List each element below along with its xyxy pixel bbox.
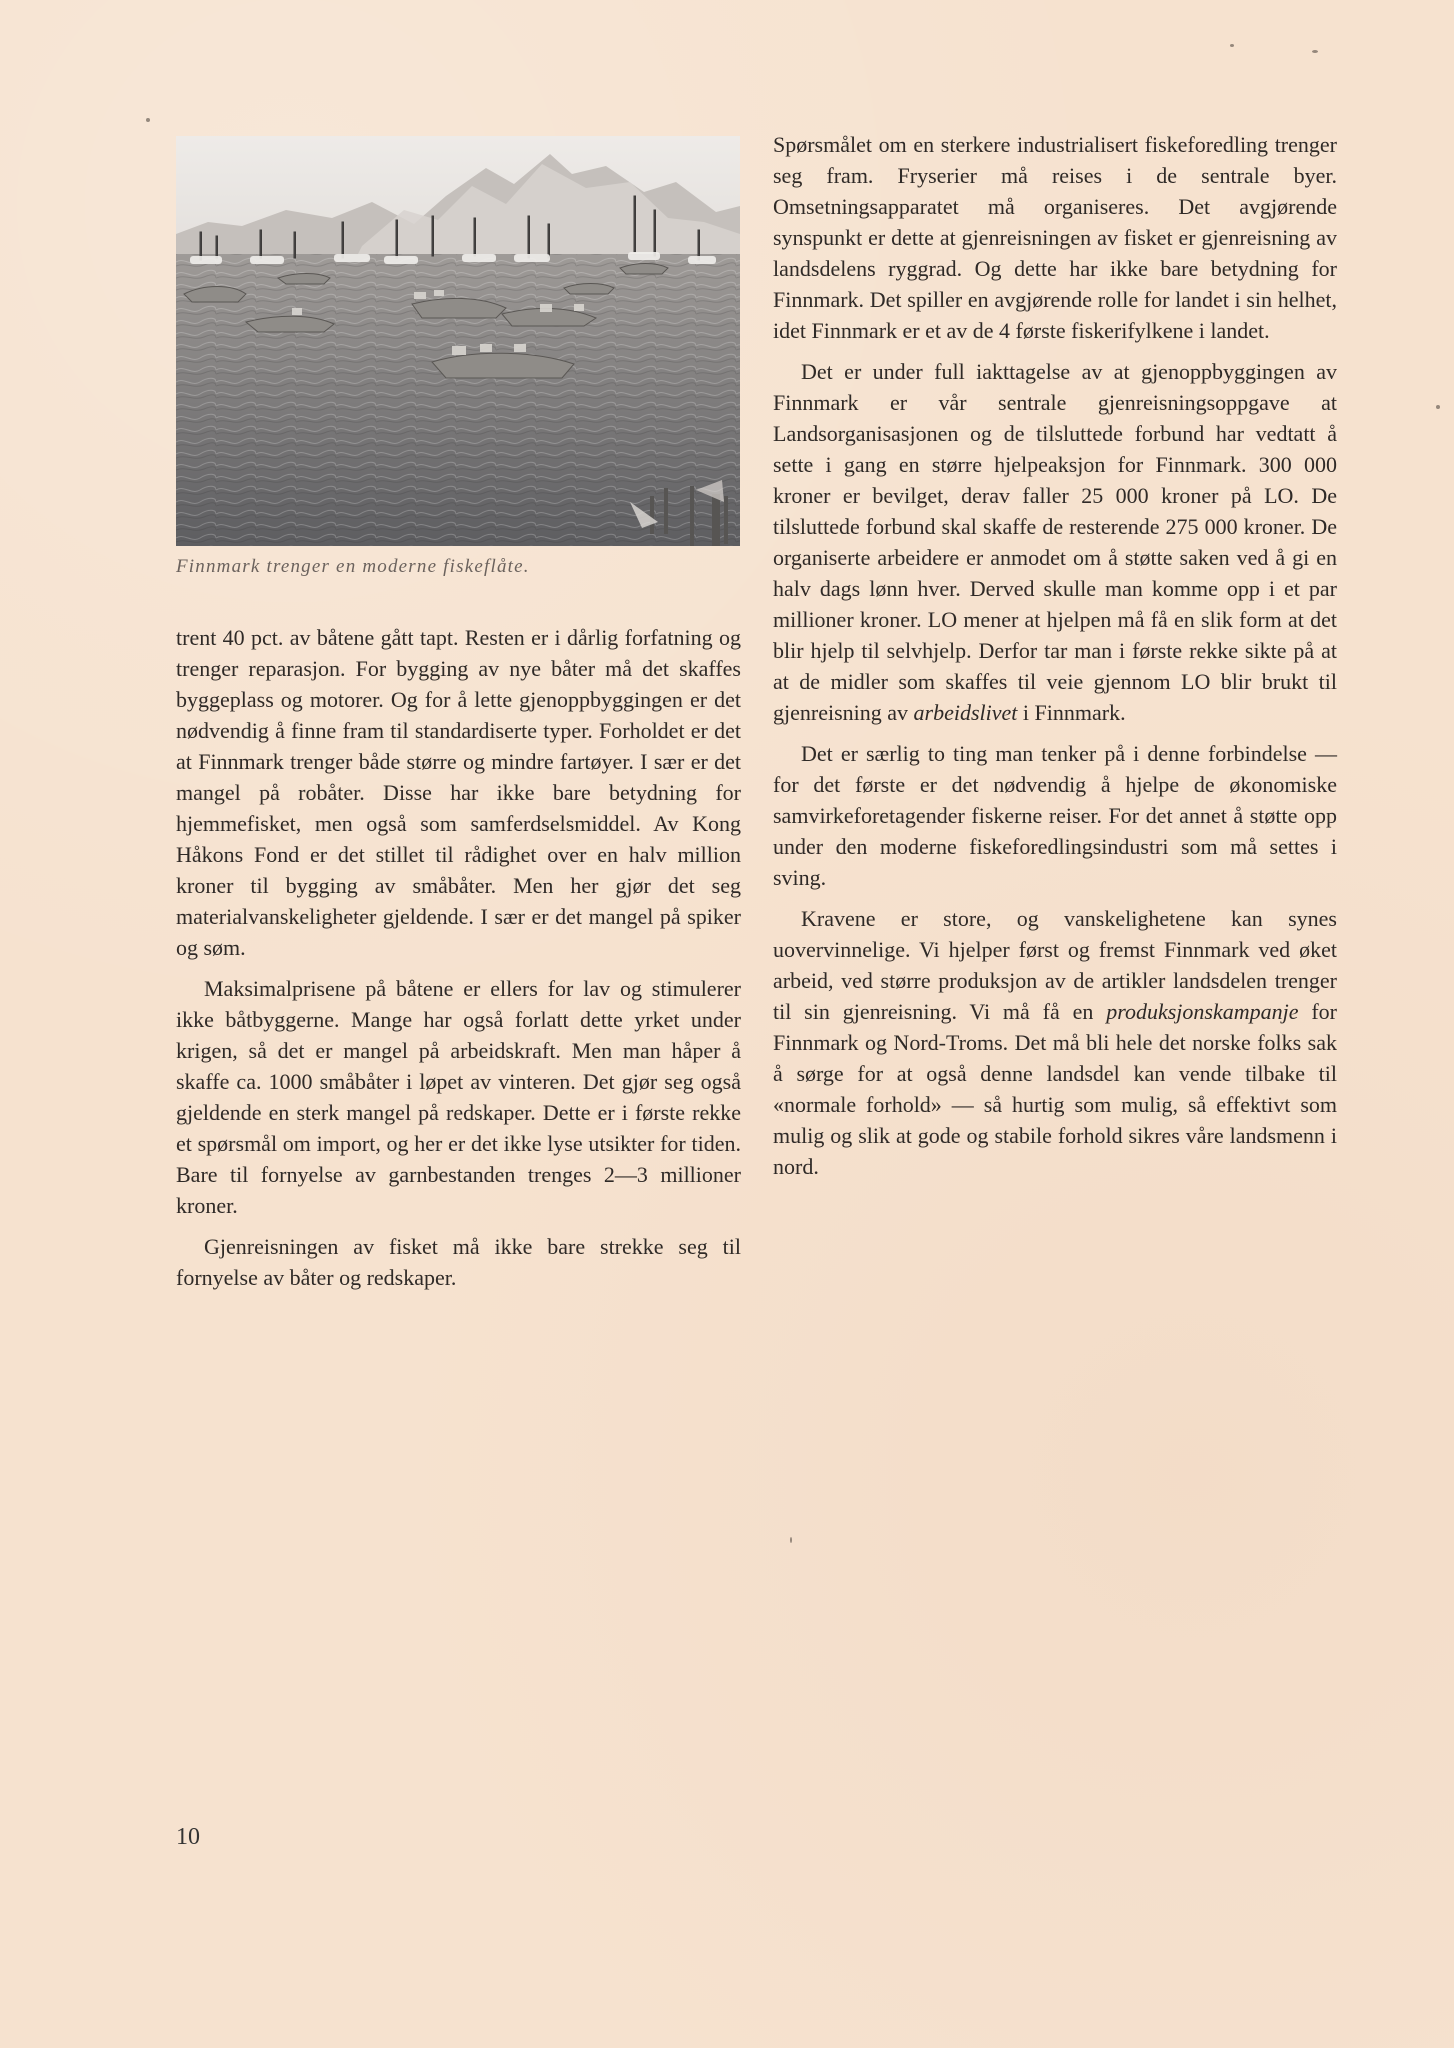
paper-speck bbox=[146, 118, 150, 122]
right-paragraph-2-emphasis: arbeidslivet bbox=[913, 700, 1018, 725]
right-paragraph-4-part-b: for Finnmark og Nord-Troms. Det må bli hele det norske folks sak å sørge for at også denne landsdel kan vende tilbake til «normale forhold» — så hurtig som mulig, så effektivt som mulig og slik at gode og stabile forhold sikres våre landsmenn i nord. bbox=[773, 999, 1337, 1179]
paper-speck bbox=[1312, 50, 1318, 53]
right-paragraph-4-emphasis: produksjonskampanje bbox=[1106, 999, 1299, 1024]
left-paragraph-3: Gjenreisningen av fisket må ikke bare strekke seg til fornyelse av båter og redskaper. bbox=[176, 1234, 741, 1290]
right-article-column bbox=[773, 129, 1337, 1192]
fishing-fleet-photo bbox=[176, 136, 740, 546]
paper-speck bbox=[1230, 44, 1234, 47]
paper-speck bbox=[790, 1537, 792, 1543]
right-paragraph-2 bbox=[773, 356, 1337, 728]
right-paragraph-3: Det er særlig to ting man tenker på i denne forbindelse — for det første er det nødvendig å hjelpe de økonomiske samvirkeforetagender fiskerne reiser. For det annet å støtte opp under den moderne fiskeforedlingsindustri som må settes i sving. bbox=[773, 741, 1337, 890]
right-paragraph-2-part-b: i Finnmark. bbox=[1017, 700, 1126, 725]
right-paragraph-4 bbox=[773, 903, 1337, 1182]
left-paragraph-2: Maksimalprisene på båtene er ellers for lav og stimulerer ikke båtbyggerne. Mange har også forlatt dette yrket under krigen, så det er mangel på arbeidskraft. Men man håper å skaffe ca. 1000 småbåter i løpet av vinteren. Det gjør seg også gjeldende en sterk mangel på redskaper. Dette er i første rekke et spørsmål om import, og her er det ikke lyse utsikter for tiden. Bare til fornyelse av garnbestanden trenges 2—3 millioner kroner. bbox=[176, 976, 741, 1218]
left-article-column bbox=[176, 622, 741, 1303]
right-paragraph-1: Spørsmålet om en sterkere industrialisert fiskeforedling trenger seg fram. Fryserier må reises i de sentrale byer. Omsetningsapparatet må organiseres. Det avgjørende synspunkt er dette at gjenreisningen av fisket er gjenreisning av landsdelens ryggrad. Og dette har ikke bare betydning for Finnmark. Det spiller en avgjørende rolle for landet i sin helhet, idet Finnmark er et av de 4 første fiskerifylkene i landet. bbox=[773, 132, 1337, 343]
right-paragraph-4-part-a: Kravene er store, og vanskelighetene kan synes uovervinnelige. Vi hjelper først og fremst Finnmark ved øket arbeid, ved større produksjon av de artikler landsdelen trenger til sin gjenreisning. Vi må få en bbox=[773, 906, 1337, 1024]
paper-speck bbox=[1436, 405, 1440, 409]
right-paragraph-2-part-a: Det er under full iakttagelse av at gjenoppbyggingen av Finnmark er vår sentrale gjenreisningsoppgave at Landsorganisasjonen og de tilsluttede forbund har vedtatt å sette i gang en større hjelpeaksjon for Finnmark. 300 000 kroner er bevilget, derav faller 25 000 kroner på LO. De tilsluttede forbund skal skaffe de resterende 275 000 kroner. De organiserte arbeidere er anmodet om å støtte saken ved å gi en halv dags lønn hver. Derved skulle man komme opp i et par millioner kroner. LO mener at hjelpen må få en slik form at det blir hjelp til selvhjelp. Derfor tar man i første rekke sikte på at at de midler som skaffes til veie gjennom LO blir brukt til gjenreisning av bbox=[773, 359, 1337, 725]
page-number: 10 bbox=[176, 1824, 200, 1850]
left-paragraph-1: trent 40 pct. av båtene gått tapt. Resten er i dårlig forfatning og trenger reparasjon. For bygging av nye båter må det skaffes byggeplass og motorer. Og for å lette gjenoppbyggingen er det nødvendig å finne fram til standardiserte typer. Forholdet er det at Finnmark trenger både større og mindre fartøyer. I sær er det mangel på robåter. Disse har ikke bare betydning for hjemmefisket, men også som samferdselsmiddel. Av Kong Håkons Fond er det stillet til rådighet over en halv million kroner til bygging av småbåter. Men her gjør det seg materialvanskeligheter gjeldende. I sær er det mangel på spiker og søm. bbox=[176, 625, 741, 960]
photo-caption: Finnmark trenger en moderne fiskeflåte. bbox=[176, 556, 530, 577]
